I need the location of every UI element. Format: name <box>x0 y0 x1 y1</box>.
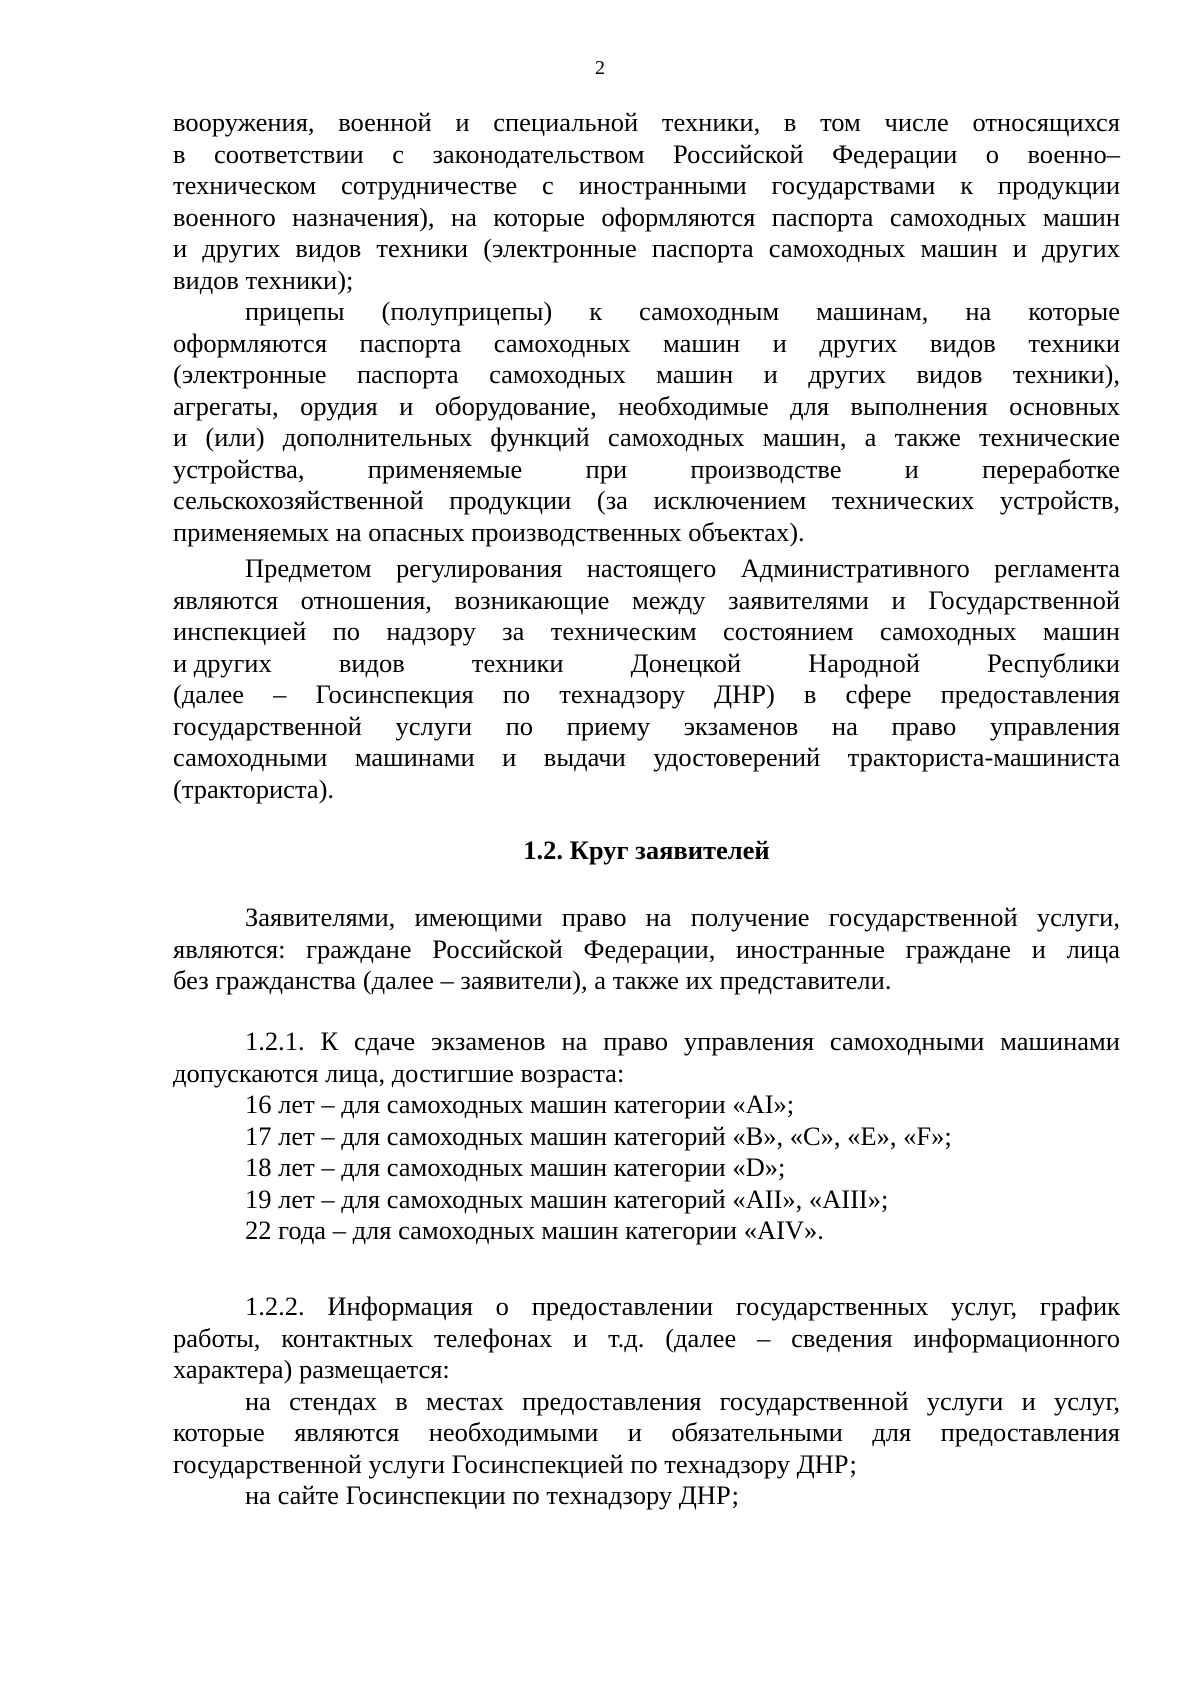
text-line: государственной услуги по приему экзаменов на право управления <box>173 711 1120 741</box>
text-word: техники <box>471 648 564 678</box>
section-heading: 1.2. Круг заявителей <box>523 835 770 865</box>
text-line: являются: граждане Российской Федерации, иностранные граждане и лица <box>173 934 1120 964</box>
text-line <box>173 647 1120 679</box>
age-requirement-item: 22 года – для самоходных машин категории «AIV». <box>245 1215 824 1245</box>
age-requirement-item: 16 лет – для самоходных машин категории «AI»; <box>245 1089 795 1119</box>
text-line: военного назначения), на которые оформляются паспорта самоходных машин <box>173 202 1120 232</box>
age-requirement-item: 17 лет – для самоходных машин категорий «B», «C», «E», «F»; <box>245 1121 952 1151</box>
text-line: являются отношения, возникающие между заявителями и Государственной <box>173 585 1120 615</box>
text-word: Донецкой <box>630 648 742 678</box>
text-line: без гражданства (далее – заявители), а также их представители. <box>173 965 892 995</box>
text-line: 1.2.2. Информация о предоставлении государственных услуг, график <box>245 1291 1120 1321</box>
text-line: допускаются лица, достигшие возраста: <box>173 1058 625 1088</box>
text-line: на стендах в местах предоставления государственной услуги и услуг, <box>245 1386 1120 1416</box>
text-line: Заявителями, имеющими право на получение государственной услуги, <box>245 902 1120 932</box>
text-line: и (или) дополнительных функций самоходных машин, а также технические <box>173 422 1120 452</box>
text-line: техническом сотрудничестве с иностранными государствами к продукции <box>173 170 1120 200</box>
text-word: и других <box>173 648 272 678</box>
text-line: устройства, применяемые при производстве и переработке <box>173 454 1120 484</box>
text-line: (электронные паспорта самоходных машин и других видов техники), <box>173 359 1120 389</box>
text-line: Предметом регулирования настоящего Административного регламента <box>245 553 1120 583</box>
text-line: характера) размещается: <box>173 1354 450 1384</box>
text-line: видов техники); <box>173 265 354 295</box>
text-line: применяемых на опасных производственных объектах). <box>173 517 805 547</box>
text-line: работы, контактных телефонах и т.д. (далее – сведения информационного <box>173 1323 1120 1353</box>
age-requirement-item: 19 лет – для самоходных машин категорий «AII», «AIII»; <box>245 1184 889 1214</box>
text-line: государственной услуги Госинспекцией по технадзору ДНР; <box>173 1449 857 1479</box>
text-line: прицепы (полуприцепы) к самоходным машинам, на которые <box>245 296 1120 326</box>
text-line: на сайте Госинспекции по технадзору ДНР; <box>245 1480 740 1510</box>
text-line: в соответствии с законодательством Российской Федерации о военно– <box>173 139 1120 169</box>
text-line: 1.2.1. К сдаче экзаменов на право управления самоходными машинами <box>245 1026 1120 1056</box>
text-word: видов <box>338 648 405 678</box>
text-word: Республики <box>987 648 1120 678</box>
text-line: которые являются необходимыми и обязательными для предоставления <box>173 1417 1120 1447</box>
text-line: сельскохозяйственной продукции (за исключением технических устройств, <box>173 485 1120 515</box>
text-word: Народной <box>808 648 920 678</box>
text-line: (тракториста). <box>173 774 335 804</box>
page-number: 2 <box>595 57 605 79</box>
text-line: самоходными машинами и выдачи удостоверений тракториста-машиниста <box>173 742 1120 772</box>
age-requirement-item: 18 лет – для самоходных машин категории «D»; <box>245 1152 786 1182</box>
text-line: агрегаты, орудия и оборудование, необходимые для выполнения основных <box>173 391 1120 421</box>
text-line: (далее – Госинспекция по технадзору ДНР) в сфере предоставления <box>173 679 1120 709</box>
text-line: оформляются паспорта самоходных машин и других видов техники <box>173 328 1120 358</box>
text-line: и других видов техники (электронные паспорта самоходных машин и других <box>173 233 1120 263</box>
text-line: инспекцией по надзору за техническим состоянием самоходных машин <box>173 616 1120 646</box>
text-line: вооружения, военной и специальной техники, в том числе относящихся <box>173 107 1120 137</box>
